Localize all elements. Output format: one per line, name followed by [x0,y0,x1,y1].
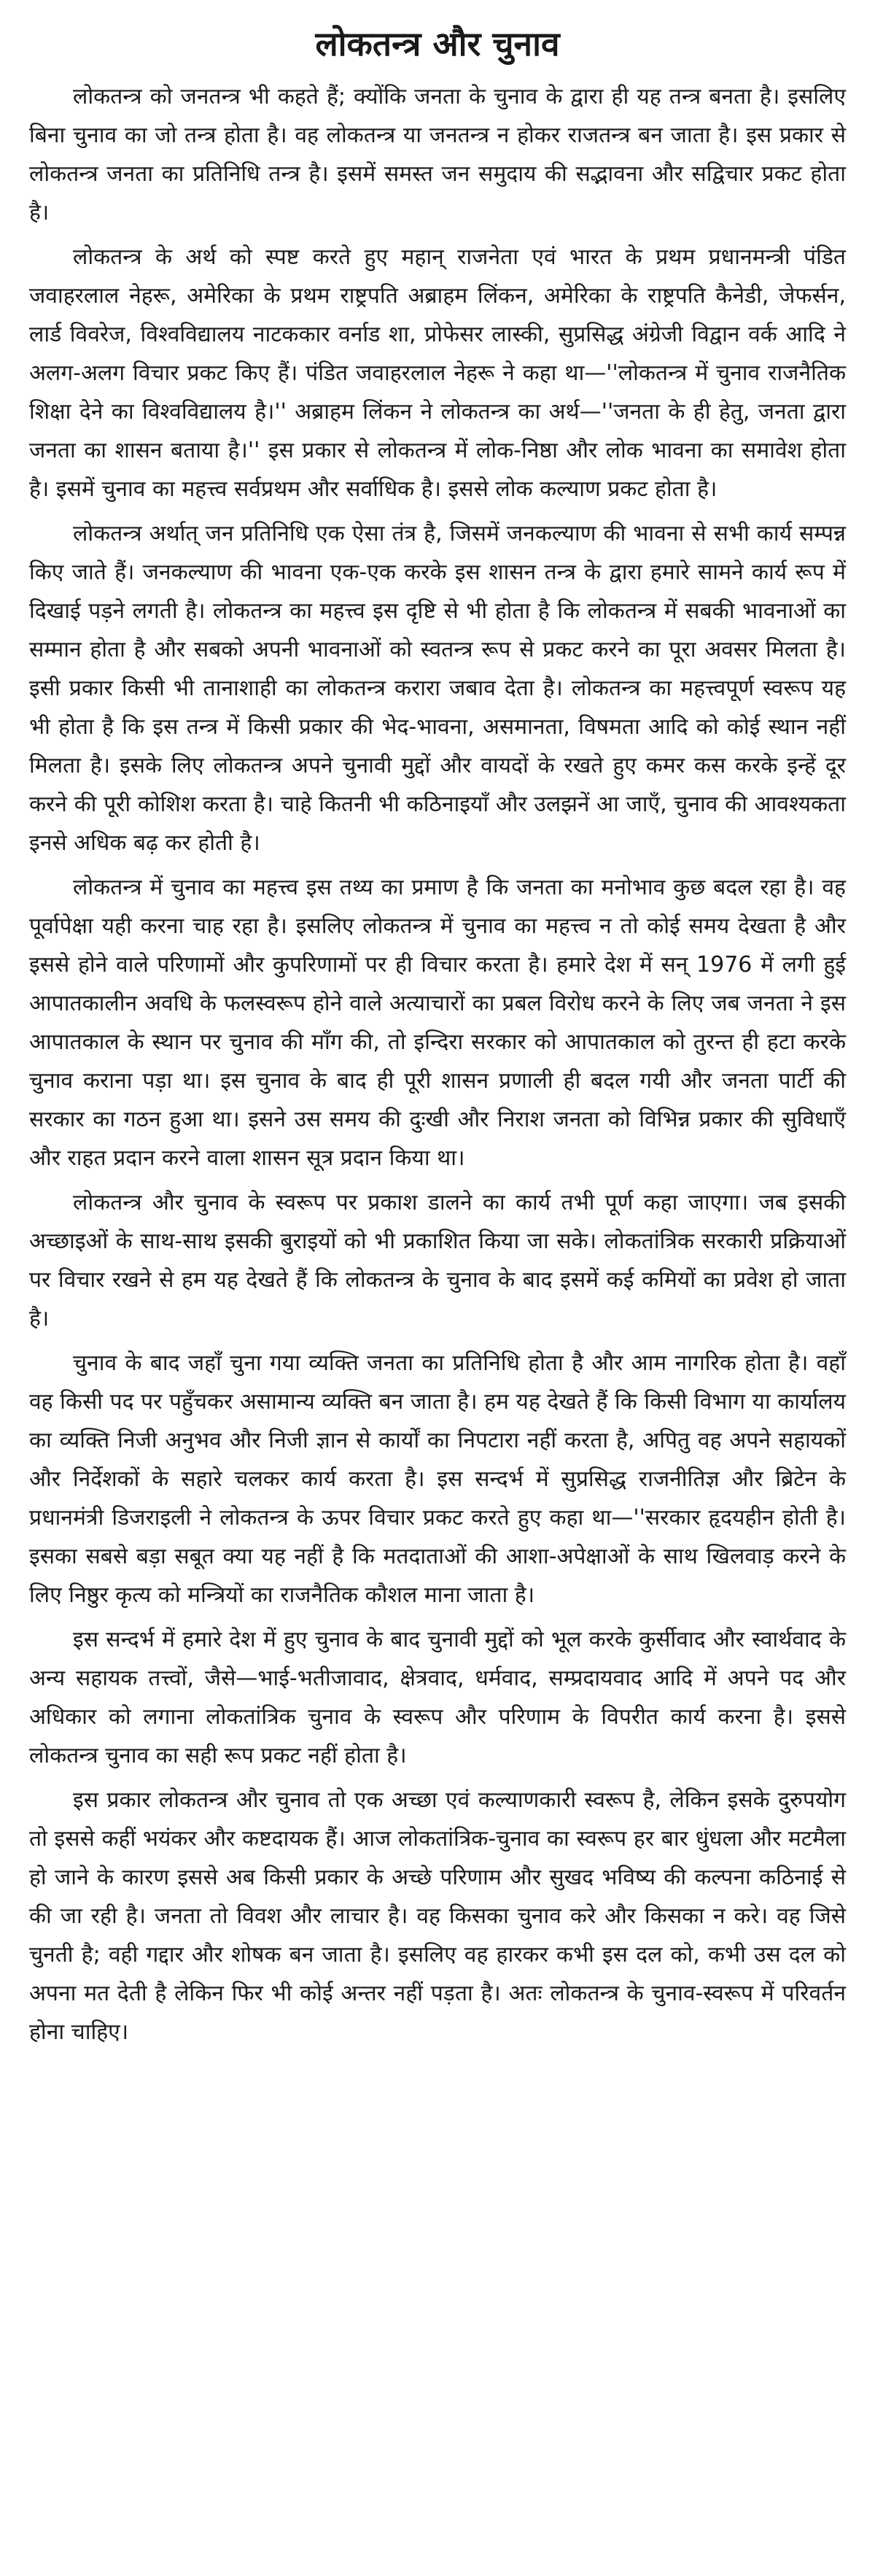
essay-paragraph-6: चुनाव के बाद जहाँ चुना गया व्यक्ति जनता का प्रतिनिधि होता है और आम नागरिक होता है। वहाँ वह किसी पद पर पहुँचकर असामान्य व्यक्ति बन जाता है। हम यह देखते हैं कि किसी विभाग या कार्यालय का व्यक्ति निजी अनुभव और निजी ज्ञान से कार्यों का निपटारा नहीं करता है, अपितु वह अपने सहायकों और निर्देशकों के सहारे चलकर कार्य करता है। इस सन्दर्भ में सुप्रसिद्ध राजनीतिज्ञ और ब्रिटेन के प्रधानमंत्री डिजराइली ने लोकतन्त्र के ऊपर विचार प्रकट करते हुए कहा था—''सरकार हृदयहीन होती है। इसका सबसे बड़ा सबूत क्या यह नहीं है कि मतदाताओं की आशा-अपेक्षाओं के साथ खिलवाड़ करने के लिए निष्ठुर कृत्य को मन्त्रियों का राजनैतिक कौशल माना जाता है। [29,1350,846,1608]
essay-paragraph-7: इस सन्दर्भ में हमारे देश में हुए चुनाव के बाद चुनावी मुद्दों को भूल करके कुर्सीवाद और स्वार्थवाद के अन्य सहायक तत्त्वों, जैसे—भाई-भतीजावाद, क्षेत्रवाद, धर्मवाद, सम्प्रदायवाद आदि में अपने पद और अधिकार को लगाना लोकतांत्रिक चुनाव के स्वरूप और परिणाम के विपरीत कार्य करना है। इससे लोकतन्त्र चुनाव का सही रूप प्रकट नहीं होता है। [29,1627,846,1768]
essay-paragraph-2: लोकतन्त्र के अर्थ को स्पष्ट करते हुए महान् राजनेता एवं भारत के प्रथम प्रधानमन्त्री पंडित जवाहरलाल नेहरू, अमेरिका के प्रथम राष्ट्रपति अब्राहम लिंकन, अमेरिका के राष्ट्रपति कैनेडी, जेफर्सन, लार्ड विवरेज, विश्वविद्यालय नाटककार वर्नाड शा, प्रोफेसर लास्की, सुप्रसिद्ध अंग्रेजी विद्वान वर्क आदि ने अलग-अलग विचार प्रकट किए हैं। पंडित जवाहरलाल नेहरू ने कहा था—''लोकतन्त्र में चुनाव राजनैतिक शिक्षा देने का विश्वविद्यालय है।'' अब्राहम लिंकन ने लोकतन्त्र का अर्थ—''जनता के ही हेतु, जनता द्वारा जनता का शासन बताया है।'' इस प्रकार से लोकतन्त्र में लोक-निष्ठा और लोक भावना का समावेश होता है। इसमें चुनाव का महत्त्व सर्वप्रथम और सर्वाधिक है। इससे लोक कल्याण प्रकट होता है। [29,244,846,502]
essay-paragraph-1: लोकतन्त्र को जनतन्त्र भी कहते हैं; क्योंकि जनता के चुनाव के द्वारा ही यह तन्त्र बनता है। इसलिए बिना चुनाव का जो तन्त्र होता है। वह लोकतन्त्र या जनतन्त्र न होकर राजतन्त्र बन जाता है। इस प्रकार से लोकतन्त्र जनता का प्रतिनिधि तन्त्र है। इसमें समस्त जन समुदाय की सद्भावना और सद्विचार प्रकट होता है। [29,84,846,225]
essay-paragraph-3: लोकतन्त्र अर्थात् जन प्रतिनिधि एक ऐसा तंत्र है, जिसमें जनकल्याण की भावना से सभी कार्य सम्पन्न किए जाते हैं। जनकल्याण की भावना एक-एक करके इस शासन तन्त्र के द्वारा हमारे सामने कार्य रूप में दिखाई पड़ने लगती है। लोकतन्त्र का महत्त्व इस दृष्टि से भी होता है कि लोकतन्त्र में सबकी भावनाओं का सम्मान होता है और सबको अपनी भावनाओं को स्वतन्त्र रूप से प्रकट करने का पूरा अवसर मिलता है। इसी प्रकार किसी भी तानाशाही का लोकतन्त्र करारा जबाव देता है। लोकतन्त्र का महत्त्वपूर्ण स्वरूप यह भी होता है कि इस तन्त्र में किसी प्रकार की भेद-भावना, असमानता, विषमता आदि को कोई स्थान नहीं मिलता है। इसके लिए लोकतन्त्र अपने चुनावी मुद्दों और वायदों के रखते हुए कमर कस करके इन्हें दूर करने की पूरी कोशिश करता है। चाहे कितनी भी कठिनाइयाँ और उलझनें आ जाएँ, चुनाव की आवश्यकता इनसे अधिक बढ़ कर होती है। [29,521,846,856]
essay-paragraph-5: लोकतन्त्र और चुनाव के स्वरूप पर प्रकाश डालने का कार्य तभी पूर्ण कहा जाएगा। जब इसकी अच्छाइओं के साथ-साथ इसकी बुराइयों को भी प्रकाशित किया जा सके। लोकतांत्रिक सरकारी प्रक्रियाओं पर विचार रखने से हम यह देखते हैं कि लोकतन्त्र के चुनाव के बाद इसमें कई कमियों का प्रवेश हो जाता है। [29,1190,846,1331]
essay-paragraph-8: इस प्रकार लोकतन्त्र और चुनाव तो एक अच्छा एवं कल्याणकारी स्वरूप है, लेकिन इसके दुरुपयोग तो इससे कहीं भयंकर और कष्टदायक हैं। आज लोकतांत्रिक-चुनाव का स्वरूप हर बार धुंधला और मटमैला हो जाने के कारण इससे अब किसी प्रकार के अच्छे परिणाम और सुखद भविष्य की कल्पना कठिनाई से की जा रही है। जनता तो विवश और लाचार है। वह किसका चुनाव करे और किसका न करे। वह जिसे चुनती है; वही गद्दार और शोषक बन जाता है। इसलिए वह हारकर कभी इस दल को, कभी उस दल को अपना मत देती है लेकिन फिर भी कोई अन्तर नहीं पड़ता है। अतः लोकतन्त्र के चुनाव-स्वरूप में परिवर्तन होना चाहिए। [29,1787,846,2045]
essay-paragraph-4: लोकतन्त्र में चुनाव का महत्त्व इस तथ्य का प्रमाण है कि जनता का मनोभाव कुछ बदल रहा है। वह पूर्वापेक्षा यही करना चाह रहा है। इसलिए लोकतन्त्र में चुनाव का महत्त्व न तो कोई समय देखता है और इससे होने वाले परिणामों और कुपरिणामों पर ही विचार करता है। हमारे देश में सन् 1976 में लगी हुई आपातकालीन अवधि के फलस्वरूप होने वाले अत्याचारों का प्रबल विरोध करने के लिए जब जनता ने इस आपातकाल के स्थान पर चुनाव की माँग की, तो इन्दिरा सरकार को आपातकाल को तुरन्त ही हटा करके चुनाव कराना पड़ा था। इस चुनाव के बाद ही पूरी शासन प्रणाली ही बदल गयी और जनता पार्टी की सरकार का गठन हुआ था। इसने उस समय की दुःखी और निराश जनता को विभिन्न प्रकार की सुविधाएँ और राहत प्रदान करने वाला शासन सूत्र प्रदान किया था। [29,875,846,1171]
essay-title: लोकतन्त्र और चुनाव [315,24,560,63]
